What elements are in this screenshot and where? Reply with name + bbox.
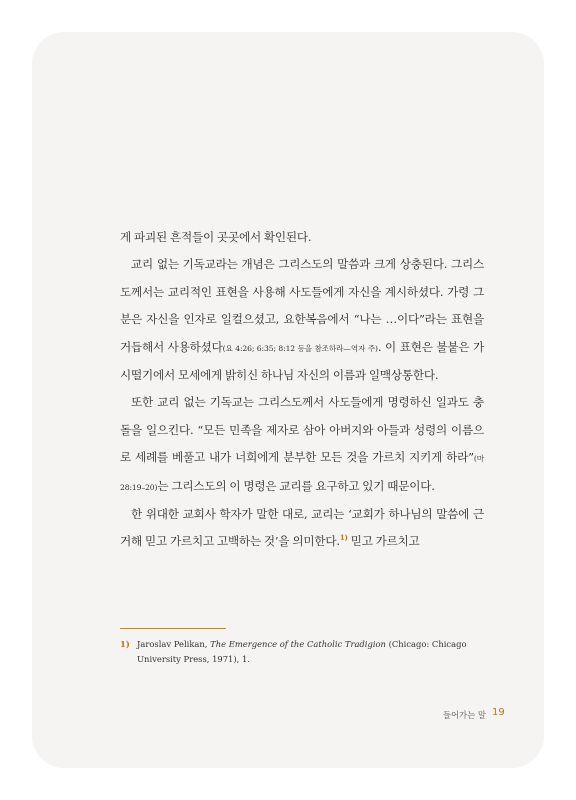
scripture-reference: (요 4:26; 6:35; 8:12 등을 참조하라—역자 주) — [222, 343, 378, 353]
paragraph-text: 교리 없는 기독교라는 개념은 그리스도의 말씀과 크게 상충된다. 그리스도께서는 교리적인 표현을 사용해 사도들에게 자신을 계시하셨다. 가령 그분은 자신을 인자로 일컬으셨고, 요한복음에서 “나는 …이다”라는 표현을 거듭해서 사용하셨다 — [120, 257, 484, 354]
paragraph-text: 게 파괴된 흔적들이 곳곳에서 확인된다. — [120, 230, 312, 244]
footnote-publication: (Chicago: Chicago University Press, 1971), 1. — [137, 639, 467, 664]
paragraph-continuation — [120, 224, 484, 251]
footnote-marker[interactable]: 1) — [339, 533, 348, 543]
footnote-number: 1) — [120, 639, 130, 649]
body-text — [120, 224, 484, 556]
footnote-text — [120, 637, 484, 667]
footnote-book-title: The Emergence of the Catholic Tradigion — [210, 639, 386, 649]
paragraph-text: 는 그리스도의 이 명령은 교리를 요구하고 있기 때문이다. — [157, 478, 435, 493]
paragraph-text: 한 위대한 교회사 학자가 말한 대로, 교리는 ‘교회가 하나님의 말씀에 근거해 믿고 가르치고 고백하는 것’을 의미한다. — [120, 507, 484, 549]
paragraph — [120, 501, 484, 556]
footnote-divider — [120, 628, 226, 629]
paragraph-text: 믿고 가르치고 — [347, 534, 420, 549]
page-number: 19 — [492, 707, 505, 718]
footnote — [120, 637, 484, 667]
paragraph — [120, 251, 484, 389]
paragraph — [120, 389, 484, 501]
running-footer: 들어가는 말 — [442, 710, 486, 720]
scripture-reference: (마 28:19–20) — [120, 454, 484, 492]
paragraph-text: 또한 교리 없는 기독교는 그리스도께서 사도들에게 명령하신 일과도 충돌을 일으킨다. “모든 민족을 제자로 삼아 아버지와 아들과 성령의 이름으로 세례를 베풀고 내가 너희에게 분부한 모든 것을 가르치 지키게 하라” — [120, 395, 484, 465]
footnote-author: Jaroslav Pelikan, — [137, 639, 211, 649]
paragraph-text: . 이 표현은 불붙은 가시떨기에서 모세에게 밝히신 하나님 자신의 이름과 일맥상통한다. — [120, 339, 484, 383]
